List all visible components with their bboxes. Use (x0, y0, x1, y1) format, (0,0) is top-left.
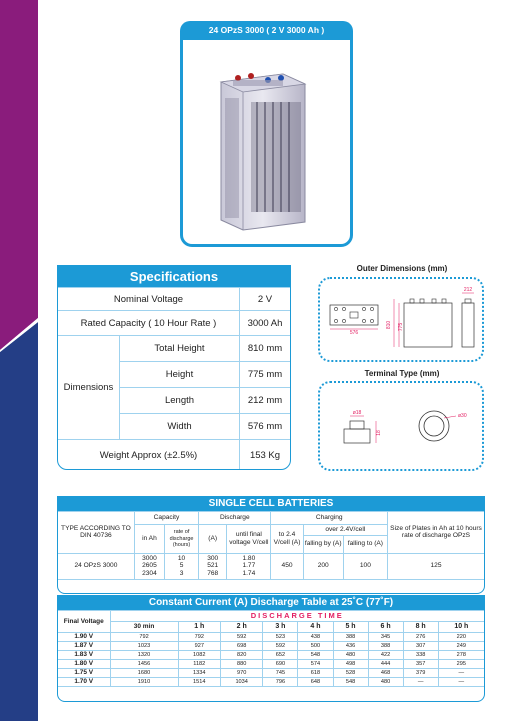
current-cell: 618 (298, 669, 333, 678)
rate-value: 5 (179, 562, 184, 570)
current-cell: 295 (438, 660, 484, 669)
current-cell: 357 (403, 660, 438, 669)
discharge-header: Constant Current (A) Discharge Table at 25˚C (77˚F) (58, 596, 484, 610)
dimension-label: Width (167, 421, 192, 432)
final-voltage-cell: 1.80 V (58, 660, 110, 669)
final-voltage-cell: 1.83 V (58, 651, 110, 660)
rate-header: rate of discharge (hours) (164, 525, 198, 554)
current-cell: 338 (403, 651, 438, 660)
current-cell: 438 (298, 633, 333, 642)
over-header: over 2.4V/cell (303, 525, 387, 536)
dimension-label: Total Height (154, 343, 205, 354)
capacity-value: 2304 (142, 569, 157, 577)
current-cell: 1082 (178, 651, 220, 660)
current-cell: 690 (263, 660, 298, 669)
spec-row-voltage (58, 287, 290, 310)
current-cell: 444 (368, 660, 403, 669)
dimension-value: 775 mm (239, 362, 290, 387)
dimension-label: Height (165, 369, 194, 380)
battery-image (213, 62, 313, 232)
current-cell: 379 (403, 669, 438, 678)
discharge-row (58, 642, 484, 651)
discharge-row (58, 678, 484, 687)
current-cell: — (438, 669, 484, 678)
dimension-label: Length (164, 395, 195, 406)
current-cell: 1320 (110, 651, 178, 660)
rate-value: 3 (179, 569, 184, 577)
discharge-row (58, 669, 484, 678)
time-header: 2 h (220, 622, 262, 633)
capacity-cell (134, 553, 164, 579)
current-cell: 792 (110, 633, 178, 642)
plates-cell: 125 (388, 553, 485, 579)
in-ah-header: in Ah (134, 525, 164, 554)
discharge-table (57, 595, 485, 702)
falling-by-header: falling by (A) (303, 535, 343, 553)
final-voltage-cell: 1.75 V (58, 669, 110, 678)
dimension-row (120, 336, 290, 361)
final-voltage-value: 1.80 (242, 554, 256, 562)
current-cell: 792 (178, 633, 220, 642)
amps-value: 768 (207, 569, 219, 577)
terminal-height: 18 (376, 430, 382, 436)
capacity-header: Capacity (134, 512, 198, 525)
current-cell: 1034 (220, 678, 262, 687)
current-cell: 1334 (178, 669, 220, 678)
outer-dimensions-title: Outer Dimensions (mm) (356, 264, 448, 273)
outer-dimensions-drawing (318, 277, 484, 362)
dimensions-label: Dimensions (58, 336, 120, 439)
current-cell: 1514 (178, 678, 220, 687)
rate-value: 10 (177, 554, 186, 562)
amps-cell (199, 553, 227, 579)
terminal-type-drawing (318, 381, 484, 471)
current-cell: 276 (403, 633, 438, 642)
current-cell: 574 (298, 660, 333, 669)
length-dimension-label: 212 (463, 287, 473, 293)
current-cell: 745 (263, 669, 298, 678)
current-cell: 548 (333, 678, 368, 687)
dimension-row (120, 413, 290, 439)
current-cell: 523 (263, 633, 298, 642)
time-header: 8 h (403, 622, 438, 633)
current-cell: 388 (333, 633, 368, 642)
current-cell: — (403, 678, 438, 687)
time-header: 3 h (263, 622, 298, 633)
spec-label: Weight Approx (±2.5%) (99, 449, 198, 461)
single-cell-header: SINGLE CELL BATTERIES (58, 497, 484, 511)
type-header: TYPE ACCORDING TO DIN 40736 (58, 512, 134, 554)
final-voltage-header: Final Voltage (58, 611, 110, 633)
current-cell: 648 (298, 678, 333, 687)
amps-header: (A) (199, 525, 227, 554)
rate-cell (164, 553, 198, 579)
current-cell: 592 (263, 642, 298, 651)
current-cell: — (438, 678, 484, 687)
discharge-row (58, 660, 484, 669)
amps-value: 300 (207, 554, 219, 562)
capacity-value: 2605 (142, 562, 157, 570)
discharge-header: Discharge (199, 512, 271, 525)
spec-row-capacity (58, 310, 290, 335)
terminal-type-title: Terminal Type (mm) (364, 369, 440, 378)
current-cell: 480 (333, 651, 368, 660)
spec-value: 153 Kg (239, 440, 290, 470)
current-cell: 220 (438, 633, 484, 642)
current-cell: 652 (263, 651, 298, 660)
spec-row-weight (58, 439, 290, 470)
current-cell: 1023 (110, 642, 178, 651)
current-cell: 592 (220, 633, 262, 642)
specifications-table (57, 265, 291, 470)
time-header: 1 h (178, 622, 220, 633)
current-cell: 970 (220, 669, 262, 678)
dimension-value: 810 mm (239, 336, 290, 361)
type-cell: 24 OPzS 3000 (58, 553, 134, 579)
current-cell: 345 (368, 633, 403, 642)
current-cell: 1680 (110, 669, 178, 678)
final-voltage-value: 1.74 (242, 569, 256, 577)
decorative-band (0, 0, 40, 721)
specifications-header: Specifications (58, 266, 290, 287)
time-header: 10 h (438, 622, 484, 633)
final-voltage-cell (227, 553, 271, 579)
current-cell: 249 (438, 642, 484, 651)
current-cell: 1456 (110, 660, 178, 669)
discharge-row (58, 633, 484, 642)
falling-to-header: falling to (A) (343, 535, 387, 553)
final-voltage-cell: 1.70 V (58, 678, 110, 687)
falling-to-cell: 100 (343, 553, 387, 579)
dimension-value: 576 mm (239, 414, 290, 439)
current-cell: 880 (220, 660, 262, 669)
falling-by-cell: 200 (303, 553, 343, 579)
plates-header: Size of Plates in Ah at 10 hours rate of discharge OPzS (388, 512, 485, 554)
current-cell: 436 (333, 642, 368, 651)
current-cell: 1182 (178, 660, 220, 669)
product-title: 24 OPzS 3000 ( 2 V 3000 Ah ) (180, 21, 353, 40)
current-cell: 307 (403, 642, 438, 651)
to-header: to 2.4 V/cell (A) (271, 525, 303, 554)
current-cell: 388 (368, 642, 403, 651)
terminal-diameter-small: ø18 (352, 410, 362, 416)
charging-header: Charging (271, 512, 388, 525)
capacity-value: 3000 (142, 554, 157, 562)
current-cell: 548 (298, 651, 333, 660)
current-cell: 468 (368, 669, 403, 678)
current-cell: 820 (220, 651, 262, 660)
current-cell: 500 (298, 642, 333, 651)
width-dimension-label: 576 (349, 330, 359, 336)
final-voltage-value: 1.77 (242, 562, 256, 570)
discharge-time-header: DISCHARGE TIME (110, 611, 484, 622)
spec-label: Rated Capacity ( 10 Hour Rate ) (80, 317, 217, 329)
spec-label: Nominal Voltage (113, 293, 184, 305)
height-dimension-label: 775 (398, 322, 404, 332)
to-cell: 450 (271, 553, 303, 579)
spec-value: 2 V (239, 288, 290, 310)
time-header: 30 min (110, 622, 178, 633)
current-cell: 278 (438, 651, 484, 660)
final-voltage-header: until final voltage V/cell (227, 525, 271, 554)
final-voltage-cell: 1.90 V (58, 633, 110, 642)
current-cell: 698 (220, 642, 262, 651)
time-header: 4 h (298, 622, 333, 633)
current-cell: 796 (263, 678, 298, 687)
current-cell: 480 (368, 678, 403, 687)
discharge-row (58, 651, 484, 660)
current-cell: 528 (333, 669, 368, 678)
dimension-row (120, 387, 290, 413)
total-height-dimension-label: 810 (386, 320, 392, 330)
final-voltage-cell: 1.87 V (58, 642, 110, 651)
current-cell: 498 (333, 660, 368, 669)
spec-value: 3000 Ah (239, 311, 290, 335)
terminal-diameter-large: ø30 (458, 413, 467, 419)
amps-value: 521 (207, 562, 219, 570)
current-cell: 927 (178, 642, 220, 651)
current-cell: 1910 (110, 678, 178, 687)
dimension-row (120, 361, 290, 387)
spec-dimensions (58, 335, 290, 439)
time-header: 5 h (333, 622, 368, 633)
current-cell: 422 (368, 651, 403, 660)
single-cell-table (57, 496, 485, 594)
dimension-value: 212 mm (239, 388, 290, 413)
time-header: 6 h (368, 622, 403, 633)
